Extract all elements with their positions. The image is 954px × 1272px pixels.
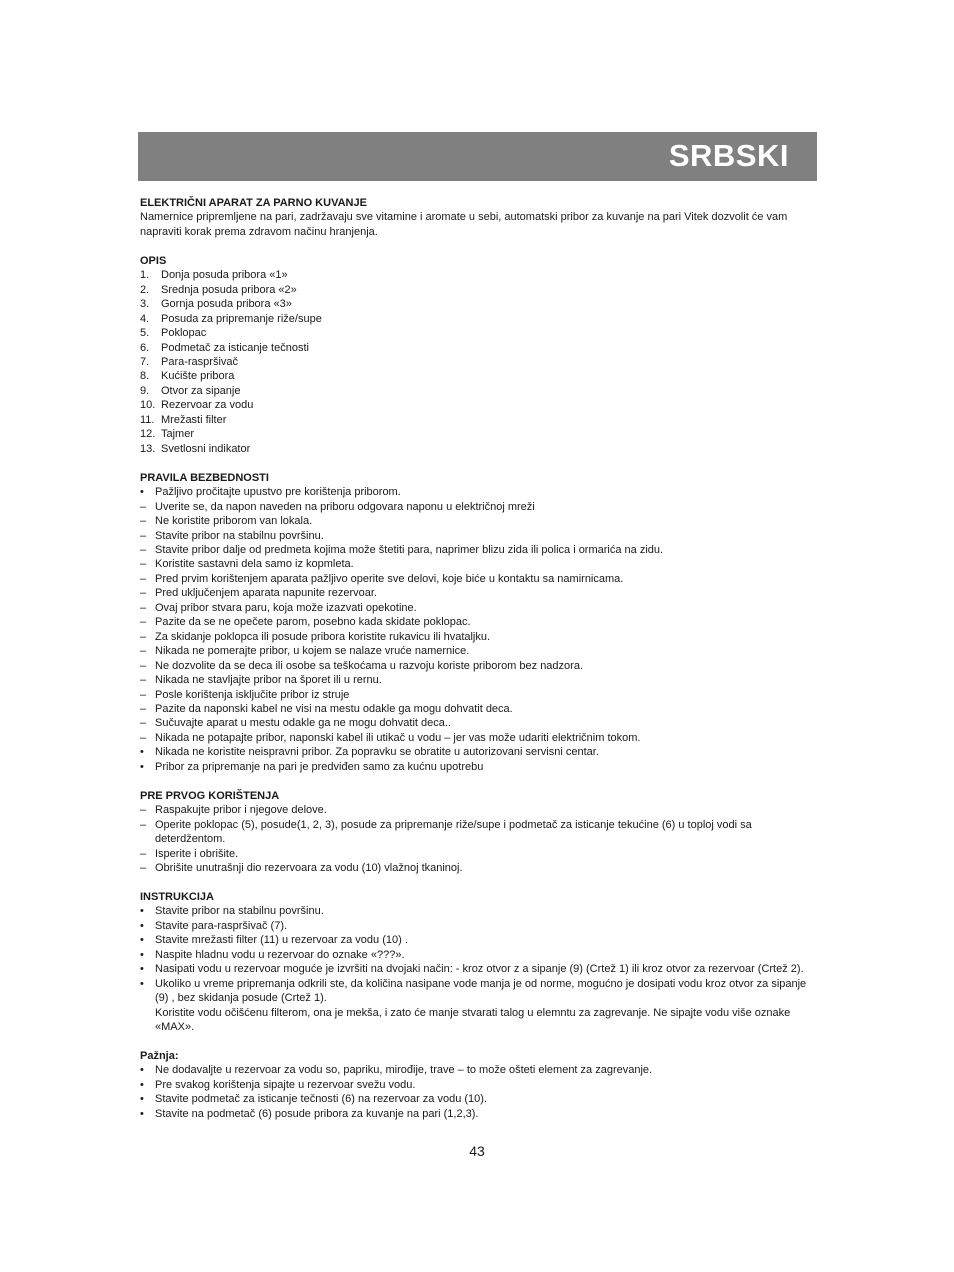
- safety-list-item: [140, 644, 817, 658]
- attention-list-item-text: Stavite podmetač za isticanje tečnosti (6) na rezervoar za vodu (10).: [155, 1093, 487, 1106]
- attention-list-item: [140, 1078, 817, 1092]
- safety-list-item-marker: –: [140, 688, 147, 701]
- instructions-list-item: [140, 933, 817, 947]
- instructions-title: INSTRUKCIJA: [140, 890, 214, 903]
- parts-list-item-marker: 12.: [140, 428, 156, 441]
- safety-list-item-marker: –: [140, 587, 147, 600]
- first-use-list-item: [140, 818, 817, 847]
- attention-list-item-marker: •: [140, 1064, 144, 1077]
- safety-list-item-marker: –: [140, 543, 147, 556]
- safety-list-item: [140, 601, 817, 615]
- instructions-list-item-text: Ukoliko u vreme pripremanja odkrili ste, da količina nasipane vode manja je od norme, mogućno je dosipati vodu kroz otvor za sipanje (9) , bez skidanja posude (Crtež 1).: [155, 977, 807, 1005]
- first-use-list-item-marker: –: [140, 804, 147, 817]
- instructions-list-item: [140, 962, 817, 976]
- instructions-list-item-text: Stavite para-raspršivač (7).: [155, 919, 288, 932]
- first-use-list-item-text: Obrišite unutrašnji dio rezervoara za vodu (10) vlažnoj tkaninoj.: [155, 861, 463, 874]
- page-number: 43: [469, 1143, 485, 1159]
- safety-list-item-text: Ovaj pribor stvara paru, koja može izazvati opekotine.: [155, 601, 417, 614]
- attention-list-item-marker: •: [140, 1093, 144, 1106]
- attention-section: [140, 1049, 817, 1121]
- safety-list-item: [140, 702, 817, 716]
- safety-list-item: [140, 731, 817, 745]
- safety-list-item: [140, 586, 817, 600]
- safety-list-item-text: Koristite sastavni dela samo iz kopmleta.: [155, 558, 354, 571]
- safety-list-item-marker: –: [140, 515, 147, 528]
- first-use-section: [140, 789, 817, 876]
- parts-list-item-marker: 7.: [140, 356, 150, 369]
- safety-list-item-text: Stavite pribor dalje od predmeta kojima može štetiti para, naprimer blizu zida ili polica i ormarića na zidu.: [155, 543, 664, 556]
- instructions-section: [140, 890, 817, 1035]
- safety-list-item: [140, 659, 817, 673]
- parts-list-item: [140, 398, 817, 412]
- safety-list-item-marker: –: [140, 529, 147, 542]
- safety-list-item-text: Pažljivo pročitajte upustvo pre korištenja priborom.: [155, 486, 401, 499]
- safety-list-item: [140, 557, 817, 571]
- instructions-list-item: [140, 904, 817, 918]
- instructions-list-item-marker: •: [140, 963, 144, 976]
- parts-list-item-marker: 3.: [140, 298, 150, 311]
- first-use-list-item: [140, 861, 817, 875]
- first-use-list-item-text: Operite poklopac (5), posude(1, 2, 3), posude za pripremanje riže/supe i podmetač za isticanje tekućine (6) u toploj vodi sa deterdžentom.: [155, 818, 752, 846]
- safety-list-item-marker: –: [140, 645, 147, 658]
- safety-list-item-marker: –: [140, 558, 147, 571]
- parts-list-item-text: Posuda za pripremanje riže/supe: [161, 312, 322, 325]
- safety-list-item-text: Ne koristite priborom van lokala.: [155, 515, 313, 528]
- safety-list-item-text: Pribor za pripremanje na pari je predviđen samo za kućnu upotrebu: [155, 760, 484, 773]
- safety-list-item-text: Uverite se, da napon naveden na priboru odgovara naponu u električnoj mreži: [155, 500, 535, 513]
- instructions-list-item-marker: •: [140, 934, 144, 947]
- parts-list-item-marker: 11.: [140, 413, 155, 426]
- attention-list: [140, 1063, 817, 1121]
- safety-list-item: [140, 630, 817, 644]
- intro-text: Namernice pripremljene na pari, zadržavaju sve vitamine i aromate u sebi, automatski pribor za kuvanje na pari Vitek dozvolit će vam napraviti korak prema zdravom načinu hranjenja.: [140, 211, 788, 238]
- safety-list-item: [140, 716, 817, 730]
- attention-list-item: [140, 1107, 817, 1121]
- parts-list-item-text: Svetlosni indikator: [161, 442, 251, 455]
- parts-list-item-marker: 8.: [140, 370, 150, 383]
- parts-list-item-text: Rezervoar za vodu: [161, 399, 254, 412]
- language-title: SRBSKI: [668, 138, 789, 173]
- parts-list-item-text: Gornja posuda pribora «3»: [161, 298, 292, 311]
- safety-section: [140, 471, 817, 775]
- safety-list-item-marker: –: [140, 616, 147, 629]
- parts-list-item-marker: 6.: [140, 341, 150, 354]
- instructions-list-item-marker: •: [140, 977, 144, 990]
- safety-list-item: [140, 615, 817, 629]
- instructions-list-item-marker: •: [140, 948, 144, 961]
- parts-list-item-text: Tajmer: [161, 428, 195, 441]
- first-use-list-item-marker: –: [140, 847, 147, 860]
- instructions-list-item-marker: •: [140, 905, 144, 918]
- safety-list-item-text: Posle korištenja isključite pribor iz struje: [155, 688, 350, 701]
- safety-list-item-marker: •: [140, 746, 144, 759]
- safety-list-item-text: Ne dozvolite da se deca ili osobe sa teškoćama u razvoju koriste priborom bez nadzora.: [155, 659, 584, 672]
- parts-list-item: [140, 355, 817, 369]
- intro-title: ELEKTRIČNI APARAT ZA PARNO KUVANJE: [140, 197, 367, 209]
- parts-list-item: [140, 268, 817, 282]
- first-use-list-item-marker: –: [140, 861, 147, 874]
- safety-list-item: [140, 529, 817, 543]
- parts-list-item-text: Podmetač za isticanje tečnosti: [161, 341, 309, 354]
- intro-section: [140, 196, 817, 239]
- parts-list-item: [140, 326, 817, 340]
- attention-list-item-text: Ne dodavaljte u rezervoar za vodu so, papriku, mirođije, trave – to može ošteti element za zagrevanje.: [155, 1064, 653, 1077]
- safety-list-item: [140, 514, 817, 528]
- safety-list-item-text: Pazite da naponski kabel ne visi na mestu odakle ga mogu dohvatit deca.: [155, 702, 513, 715]
- safety-list: [140, 485, 817, 774]
- first-use-list-item-text: Raspakujte pribor i njegove delove.: [155, 804, 327, 817]
- first-use-list-item: [140, 847, 817, 861]
- language-banner: [138, 132, 817, 181]
- instructions-list-item-text: Stavite mrežasti filter (11) u rezervoar za vodu (10) .: [155, 934, 408, 947]
- parts-list-item: [140, 442, 817, 456]
- instructions-list-item-continuation: Koristite vodu očišćenu filterom, ona je mekša, i zato će manje stvarati talog u elemntu za zagrevanje. Ne sipajte vodu više oznake «MAX».: [155, 1006, 791, 1034]
- first-use-list: [140, 803, 817, 875]
- instructions-list-item: [140, 919, 817, 933]
- safety-list-item-text: Nikada ne pomerajte pribor, u kojem se nalaze vruće namernice.: [155, 645, 470, 658]
- parts-list-item: [140, 369, 817, 383]
- safety-list-item-marker: •: [140, 760, 144, 773]
- manual-content: [140, 196, 817, 1136]
- attention-list-item-marker: •: [140, 1078, 144, 1091]
- safety-list-item-text: Nikada ne potapajte pribor, naponski kabel ili utikač u vodu – jer vas može udariti električnim tokom.: [155, 731, 641, 744]
- parts-list-item-marker: 5.: [140, 327, 150, 340]
- safety-list-item-text: Za skidanje poklopca ili posude pribora koristite rukavicu ili hvataljku.: [155, 630, 491, 643]
- safety-list-item: [140, 688, 817, 702]
- instructions-list-item-text: Naspite hladnu vodu u rezervoar do oznake «???».: [155, 948, 405, 961]
- first-use-title: PRE PRVOG KORIŠTENJA: [140, 789, 280, 802]
- safety-list-item-marker: –: [140, 702, 147, 715]
- parts-list-item-text: Otvor za sipanje: [161, 384, 241, 397]
- safety-list-item-marker: –: [140, 500, 147, 513]
- safety-list-item-text: Pred prvim korištenjem aparata pažljivo operite sve delovi, koje biće u kontaktu sa namirnicama.: [155, 572, 624, 585]
- parts-list-item-text: Para-raspršivač: [161, 356, 239, 369]
- safety-title: PRAVILA BEZBEDNOSTI: [140, 471, 269, 484]
- instructions-list-item-text: Stavite pribor na stabilnu površinu.: [155, 905, 324, 918]
- safety-list-item-text: Stavite pribor na stabilnu površinu.: [155, 529, 324, 542]
- safety-list-item-text: Pazite da se ne opečete parom, posebno kada skidate poklopac.: [155, 616, 471, 629]
- safety-list-item-marker: –: [140, 630, 147, 643]
- instructions-list-item: [140, 948, 817, 962]
- parts-list-item-marker: 13.: [140, 442, 156, 455]
- parts-list-item-marker: 9.: [140, 384, 150, 397]
- safety-list-item-marker: –: [140, 659, 147, 672]
- safety-list-item-marker: •: [140, 486, 144, 499]
- safety-list-item-marker: –: [140, 731, 147, 744]
- opis-title: OPIS: [140, 254, 167, 267]
- parts-list-item: [140, 384, 817, 398]
- safety-list-item: [140, 485, 817, 499]
- first-use-list-item-text: Isperite i obrišite.: [155, 847, 239, 860]
- safety-list-item: [140, 543, 817, 557]
- instructions-list-item-text: Nasipati vodu u rezervoar moguće je izvršiti na dvojaki način: - kroz otvor z a sipanje (9) (Crtež 1) ili kroz otvor za rezervoar (Crtež 2).: [155, 963, 804, 976]
- safety-list-item: [140, 745, 817, 759]
- parts-list-item-marker: 4.: [140, 312, 150, 325]
- safety-list-item-marker: –: [140, 601, 147, 614]
- safety-list-item: [140, 760, 817, 774]
- safety-list-item-marker: –: [140, 674, 147, 687]
- safety-list-item-text: Nikada ne stavljajte pribor na šporet ili u rernu.: [155, 674, 382, 687]
- attention-list-item-text: Stavite na podmetač (6) posude pribora za kuvanje na pari (1,2,3).: [155, 1107, 479, 1120]
- parts-list-item-text: Donja posuda pribora «1»: [161, 269, 288, 282]
- parts-list-item: [140, 413, 817, 427]
- parts-list-item-text: Kućište pribora: [161, 370, 235, 383]
- parts-list: [140, 268, 817, 456]
- parts-list-item: [140, 297, 817, 311]
- attention-list-item: [140, 1092, 817, 1106]
- instructions-list-item: [140, 977, 817, 1035]
- parts-list-item-text: Srednja posuda pribora «2»: [161, 283, 297, 296]
- instructions-list-item-marker: •: [140, 919, 144, 932]
- first-use-list-item-marker: –: [140, 818, 147, 831]
- parts-list-item-marker: 2.: [140, 283, 150, 296]
- safety-list-item-text: Sučuvajte aparat u mestu odakle ga ne mogu dohvatit deca..: [155, 717, 451, 730]
- safety-list-item-text: Nikada ne koristite neispravni pribor. Za popravku se obratite u autorizovani servisni centar.: [155, 746, 599, 759]
- parts-list-item-text: Mrežasti filter: [161, 413, 227, 426]
- attention-list-item-text: Pre svakog korištenja sipajte u rezervoar svežu vodu.: [155, 1078, 416, 1091]
- attention-list-item: [140, 1063, 817, 1077]
- safety-list-item: [140, 572, 817, 586]
- parts-list-item-text: Poklopac: [161, 327, 207, 340]
- parts-list-item: [140, 312, 817, 326]
- parts-list-item: [140, 283, 817, 297]
- safety-list-item-marker: –: [140, 717, 147, 730]
- safety-list-item: [140, 500, 817, 514]
- parts-list-item: [140, 341, 817, 355]
- parts-list-item: [140, 427, 817, 441]
- attention-title: Pažnja:: [140, 1049, 179, 1062]
- safety-list-item-text: Pred uključenjem aparata napunite rezervoar.: [155, 587, 377, 600]
- instructions-list: [140, 904, 817, 1034]
- safety-list-item-marker: –: [140, 572, 147, 585]
- attention-list-item-marker: •: [140, 1107, 144, 1120]
- parts-list-item-marker: 10.: [140, 399, 156, 412]
- safety-list-item: [140, 673, 817, 687]
- opis-section: [140, 254, 817, 456]
- first-use-list-item: [140, 803, 817, 817]
- parts-list-item-marker: 1.: [140, 269, 150, 282]
